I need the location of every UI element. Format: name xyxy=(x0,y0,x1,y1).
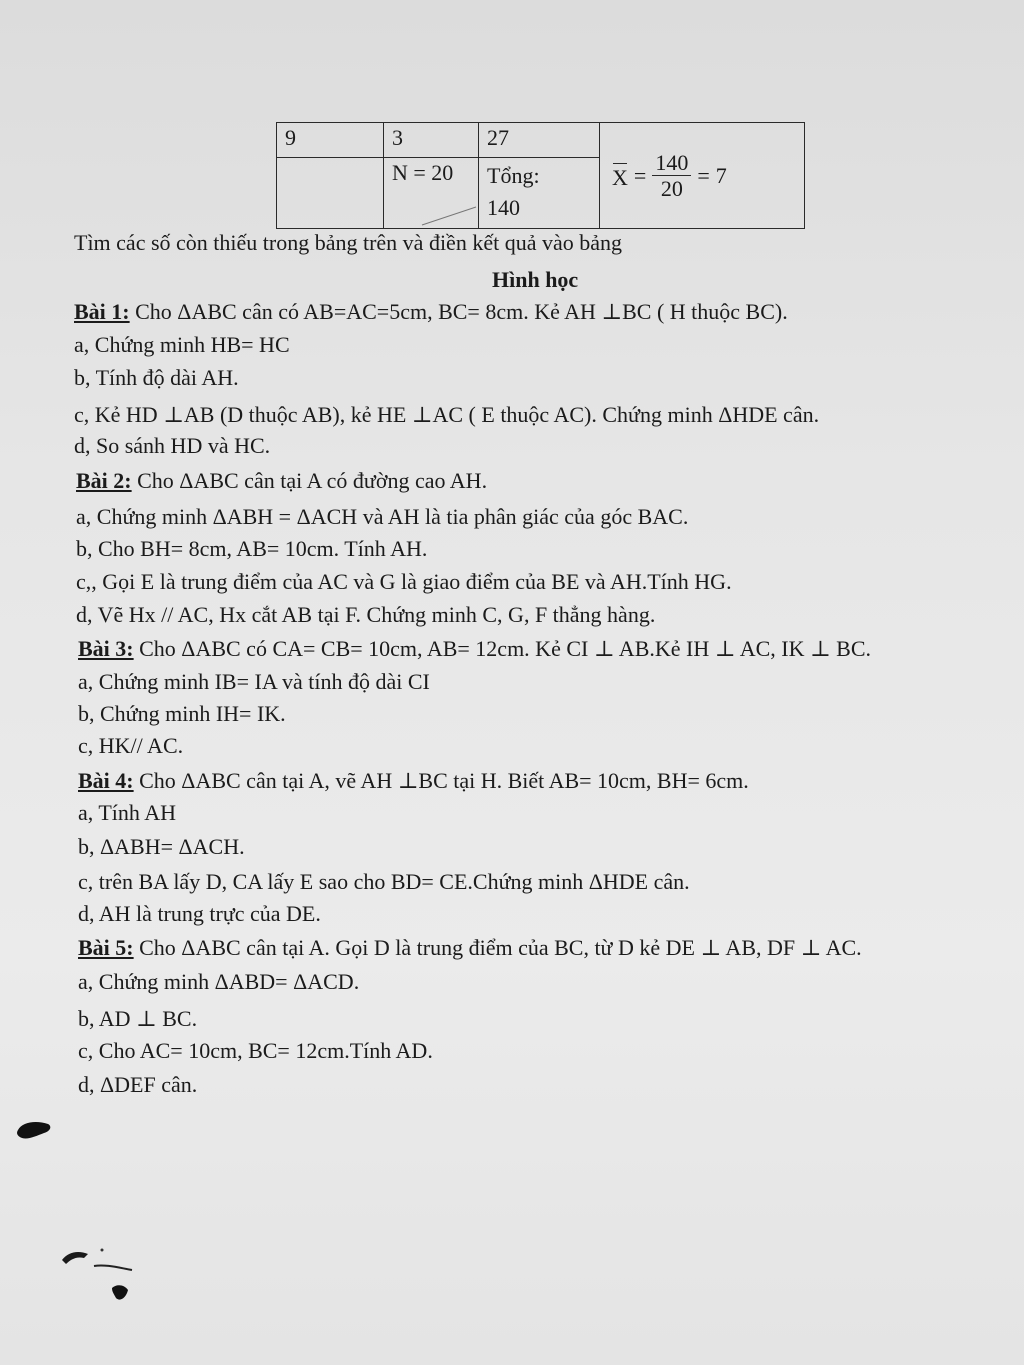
problem-item: a, Chứng minh ΔABD= ΔACD. xyxy=(78,969,360,994)
mean-symbol: X xyxy=(612,161,628,191)
problem-item: a, Chứng minh ΔABH = ΔACH và AH là tia phân giác của góc BAC. xyxy=(76,504,689,529)
pencil-stroke-icon xyxy=(420,205,480,227)
mean-cell xyxy=(600,123,805,229)
mean-formula xyxy=(608,150,796,202)
table-cell: 9 xyxy=(277,123,384,158)
table-cell: 3 xyxy=(384,123,479,158)
problem-heading xyxy=(78,935,862,961)
problem-item: d, Vẽ Hx // AC, Hx cắt AB tại F. Chứng minh C, G, F thẳng hàng. xyxy=(76,602,656,627)
ink-smudge-icon xyxy=(58,1246,142,1308)
problem-item: c, trên BA lấy D, CA lấy E sao cho BD= CE.Chứng minh ΔHDE cân. xyxy=(78,869,690,894)
total-value: 140 xyxy=(487,195,520,220)
problem-item: b, Tính độ dài AH. xyxy=(74,365,239,390)
problem-label: Bài 4: xyxy=(78,768,134,793)
fraction-numerator: 140 xyxy=(652,150,691,176)
problem-item: b, Chứng minh IH= IK. xyxy=(78,701,286,726)
problem-item: c, Kẻ HD ⊥AB (D thuộc AB), kẻ HE ⊥AC ( E thuộc AC). Chứng minh ΔHDE cân. xyxy=(74,402,820,427)
problem-statement: Cho ΔABC cân tại A có đường cao AH. xyxy=(131,468,488,493)
table-cell-total xyxy=(479,158,600,229)
problem-item: d, ΔDEF cân. xyxy=(78,1072,198,1097)
problem-label: Bài 5: xyxy=(78,935,134,960)
problem-label: Bài 2: xyxy=(76,468,132,493)
fraction-denominator: 20 xyxy=(660,176,683,201)
mean-result: 7 xyxy=(715,162,727,188)
equals-sign: = xyxy=(697,162,710,188)
table-row xyxy=(277,123,805,158)
problem-item: d, So sánh HD và HC. xyxy=(74,433,271,458)
problem-item: a, Tính AH xyxy=(78,800,176,825)
problem-item: c,, Gọi E là trung điểm của AC và G là giao điểm của BE và AH.Tính HG. xyxy=(76,569,732,594)
problem-item: b, AD ⊥ BC. xyxy=(78,1006,198,1031)
problem-heading xyxy=(78,636,871,662)
problem-item: a, Chứng minh IB= IA và tính độ dài CI xyxy=(78,669,430,694)
problem-item: c, HK// AC. xyxy=(78,733,184,758)
total-label: Tổng: xyxy=(487,163,540,188)
problem-heading xyxy=(78,768,749,794)
problem-statement: Cho ΔABC có CA= CB= 10cm, AB= 12cm. Kẻ CI ⊥ AB.Kẻ IH ⊥ AC, IK ⊥ BC. xyxy=(133,636,872,661)
table-cell: N = 20 xyxy=(384,158,479,229)
problem-statement: Cho ΔABC cân có AB=AC=5cm, BC= 8cm. Kẻ AH ⊥BC ( H thuộc BC). xyxy=(129,299,788,324)
problem-item: c, Cho AC= 10cm, BC= 12cm.Tính AD. xyxy=(78,1038,433,1063)
instruction-text: Tìm các số còn thiếu trong bảng trên và điền kết quả vào bảng xyxy=(74,230,622,255)
problem-item: d, AH là trung trực của DE. xyxy=(78,901,321,926)
ink-blot-icon xyxy=(14,1118,54,1144)
mean-fraction xyxy=(652,150,691,202)
problem-statement: Cho ΔABC cân tại A. Gọi D là trung điểm của BC, từ D kẻ DE ⊥ AB, DF ⊥ AC. xyxy=(133,935,862,960)
problem-label: Bài 3: xyxy=(78,636,134,661)
table-cell xyxy=(277,158,384,229)
table-cell: 27 xyxy=(479,123,600,158)
problem-statement: Cho ΔABC cân tại A, vẽ AH ⊥BC tại H. Biết AB= 10cm, BH= 6cm. xyxy=(133,768,749,793)
problem-label: Bài 1: xyxy=(74,299,130,324)
frequency-table xyxy=(276,122,805,229)
section-title: Hình học xyxy=(492,267,579,292)
equals-sign: = xyxy=(633,162,647,188)
problem-item: b, Cho BH= 8cm, AB= 10cm. Tính AH. xyxy=(76,536,428,561)
problem-item: a, Chứng minh HB= HC xyxy=(74,332,290,357)
problem-item: b, ΔABH= ΔACH. xyxy=(78,834,245,859)
problem-heading xyxy=(76,468,487,494)
problem-heading xyxy=(74,299,788,325)
